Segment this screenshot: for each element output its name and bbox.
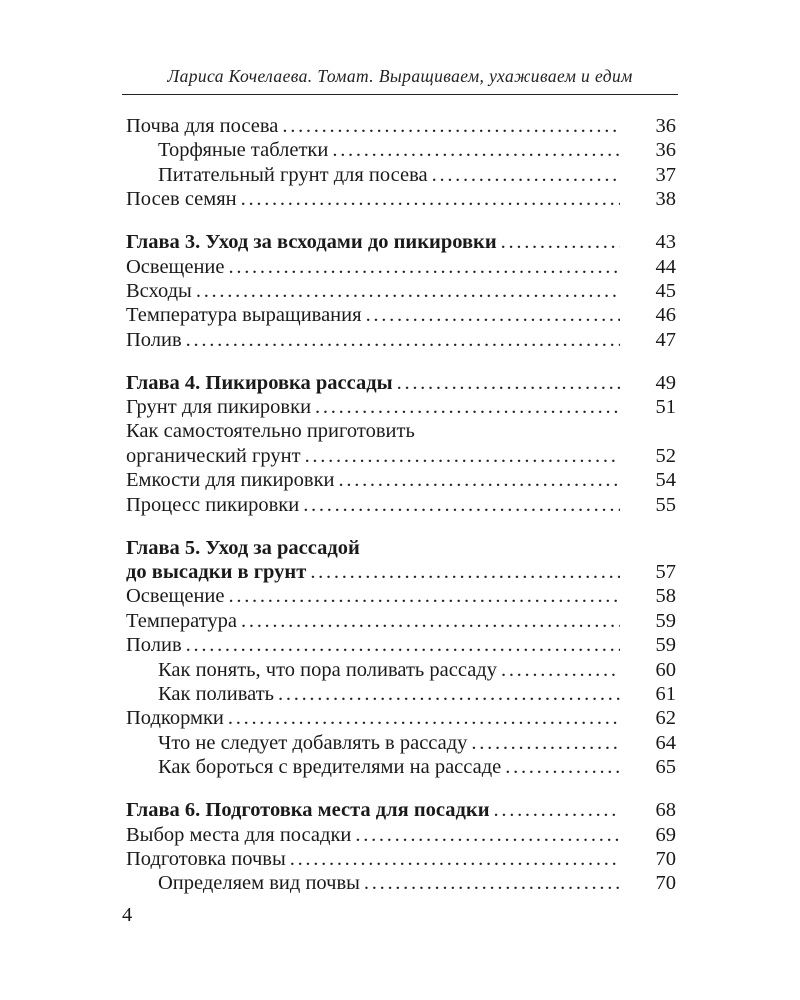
toc-entry[interactable] <box>126 114 676 138</box>
toc-entry-page: 64 <box>655 731 676 754</box>
toc-entry-title: Что не следует добавлять в рассаду <box>158 731 468 754</box>
toc-entry-page: 49 <box>655 371 676 394</box>
toc-entry[interactable] <box>126 138 676 162</box>
toc-entry-page: 52 <box>655 444 676 467</box>
toc-entry-page: 58 <box>655 585 676 608</box>
toc-entry-title: Как поливать <box>158 682 275 705</box>
dot-leader <box>311 395 620 419</box>
toc-entry-title: Освещение <box>126 585 225 608</box>
dot-leader <box>182 328 620 352</box>
toc-entry-page: 68 <box>655 799 676 822</box>
toc-entry-page: 61 <box>655 682 676 705</box>
dot-leader <box>351 823 620 847</box>
toc-entry-title: органический грунт <box>126 444 301 467</box>
toc-entry-title: Как понять, что пора поливать рассаду <box>158 658 497 681</box>
toc-entry[interactable] <box>126 493 676 517</box>
dot-leader <box>192 279 620 303</box>
toc-entry[interactable] <box>126 187 676 211</box>
toc-entry[interactable] <box>126 230 676 254</box>
toc-entry-page: 38 <box>655 188 676 211</box>
toc-entry-title: Почва для посева <box>126 115 279 137</box>
toc-entry[interactable] <box>126 584 676 608</box>
dot-leader <box>299 493 620 517</box>
dot-leader <box>360 871 620 895</box>
toc-entry-title: Глава 3. Уход за всходами до пикировки <box>126 231 497 254</box>
toc-entry[interactable] <box>126 371 676 395</box>
toc-entry[interactable] <box>126 871 676 895</box>
toc-entry-page: 43 <box>655 231 676 254</box>
dot-leader <box>225 255 621 279</box>
toc-entry-page: 44 <box>655 255 676 278</box>
toc-entry-title: Как бороться с вредителями на рассаде <box>158 756 502 779</box>
toc-entry[interactable] <box>126 633 676 657</box>
table-of-contents <box>126 114 676 896</box>
toc-entry-page: 59 <box>655 609 676 632</box>
toc-entry[interactable] <box>126 706 676 730</box>
dot-leader <box>306 560 620 584</box>
toc-entry-page: 55 <box>655 493 676 516</box>
dot-leader <box>225 584 621 608</box>
dot-leader <box>490 798 620 822</box>
toc-entry[interactable] <box>126 303 676 327</box>
toc-entry-title: Емкости для пикировки <box>126 469 335 492</box>
toc-entry-title: Освещение <box>126 255 225 278</box>
dot-leader <box>428 163 620 187</box>
toc-entry[interactable] <box>126 609 676 633</box>
toc-entry[interactable] <box>126 163 676 187</box>
toc-entry[interactable] <box>126 536 676 560</box>
toc-entry-title: Подготовка почвы <box>126 847 286 870</box>
dot-leader <box>362 303 620 327</box>
toc-entry-title: Температура выращивания <box>126 304 362 327</box>
toc-entry[interactable] <box>126 395 676 419</box>
dot-leader <box>497 658 620 682</box>
toc-entry[interactable] <box>126 755 676 779</box>
toc-entry-title: Выбор места для посадки <box>126 823 352 846</box>
toc-entry-page: 46 <box>655 304 676 327</box>
toc-entry-title: Глава 4. Пикировка рассады <box>126 371 393 394</box>
dot-leader <box>237 609 620 633</box>
dot-leader <box>286 847 620 871</box>
toc-entry-title: до высадки в грунт <box>126 561 307 584</box>
dot-leader <box>301 444 620 468</box>
page-number: 4 <box>122 904 133 926</box>
toc-entry-page: 47 <box>655 328 676 351</box>
toc-entry[interactable] <box>126 419 676 443</box>
toc-entry-page: 70 <box>655 847 676 870</box>
toc-entry[interactable] <box>126 798 676 822</box>
toc-entry-title: Всходы <box>126 279 192 302</box>
toc-entry-page: 36 <box>655 115 676 137</box>
toc-entry[interactable] <box>126 560 676 584</box>
toc-entry-title: Полив <box>126 634 182 657</box>
toc-entry[interactable] <box>126 847 676 871</box>
toc-entry[interactable] <box>126 682 676 706</box>
toc-entry-title: Грунт для пикировки <box>126 396 312 419</box>
dot-leader <box>182 633 620 657</box>
toc-entry-page: 57 <box>655 561 676 584</box>
toc-entry[interactable] <box>126 731 676 755</box>
dot-leader <box>467 731 620 755</box>
toc-entry-page: 59 <box>655 634 676 657</box>
toc-entry-title: Как самостоятельно приготовить <box>126 420 415 443</box>
dot-leader <box>335 468 620 492</box>
toc-entry-page: 54 <box>655 469 676 492</box>
toc-entry-title: Температура <box>126 609 237 632</box>
toc-entry-title: Полив <box>126 328 182 351</box>
running-head: Лариса Кочелаева. Томат. Выращиваем, ухаживаем и едим <box>167 66 633 86</box>
toc-entry-page: 65 <box>655 756 676 779</box>
toc-entry[interactable] <box>126 658 676 682</box>
toc-entry-title: Определяем вид почвы <box>158 872 360 895</box>
dot-leader <box>274 682 620 706</box>
toc-entry[interactable] <box>126 444 676 468</box>
toc-entry-page: 69 <box>655 823 676 846</box>
dot-leader <box>497 230 620 254</box>
toc-entry-title: Питательный грунт для посева <box>158 163 428 186</box>
dot-leader <box>501 755 620 779</box>
toc-entry-title: Процесс пикировки <box>126 493 300 516</box>
toc-entry[interactable] <box>126 468 676 492</box>
dot-leader <box>393 371 620 395</box>
toc-entry-title: Подкормки <box>126 707 224 730</box>
toc-entry[interactable] <box>126 279 676 303</box>
toc-entry-page: 70 <box>655 872 676 895</box>
toc-entry-page: 62 <box>655 707 676 730</box>
toc-entry-title: Торфяные таблетки <box>158 139 329 162</box>
toc-entry-page: 37 <box>655 163 676 186</box>
dot-leader <box>328 138 620 162</box>
toc-entry-title: Глава 6. Подготовка места для посадки <box>126 799 490 822</box>
toc-entry-title: Посев семян <box>126 188 237 211</box>
toc-entry-page: 51 <box>655 396 676 419</box>
header-rule <box>122 94 678 95</box>
toc-entry[interactable] <box>126 255 676 279</box>
toc-entry-page: 60 <box>655 658 676 681</box>
toc-entry[interactable] <box>126 823 676 847</box>
toc-entry-title: Глава 5. Уход за рассадой <box>126 536 360 559</box>
toc-entry-page: 36 <box>655 139 676 162</box>
dot-leader <box>237 187 620 211</box>
toc-entry[interactable] <box>126 328 676 352</box>
toc-entry-page: 45 <box>655 279 676 302</box>
dot-leader <box>278 114 620 138</box>
dot-leader <box>224 706 620 730</box>
